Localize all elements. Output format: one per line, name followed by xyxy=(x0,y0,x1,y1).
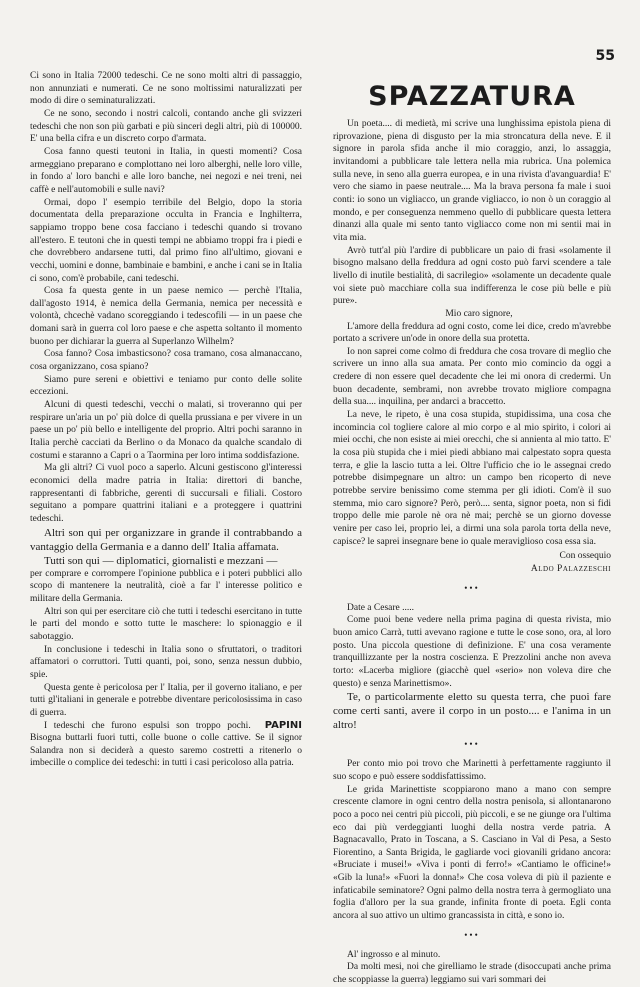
paragraph: Le grida Marinettiste scoppiarono mano a mano con sempre crescente clamore in ogni centro della nostra penisola, si allontanarono poco a poco nei centri più piccoli, più piccoli, e se ne giunge ora l'ultima eco dai più verdeggianti luoghi della nostra verde patria. A Bagnacavallo, Prato in Toscana, a S. Casciano in Val di Pesa, a Sesto Fiorentino, a Santa Brigida, le gagliarde voci giovanili gridano ancora: «Bruciate i musei!» «Viva i ponti di ferro!» «Cantiamo le officine!» «Gib la luna!» «Fuori la donna!» Che cosa voleva di più il paziente e infaticabile seminatore? Ogni palmo della nostra terra à germogliato una foglia d'alloro per la sua grande, infinita fronte di poeta. Egli conta ancora al suo attivo un ultimo grancassista in città, e sono io. xyxy=(333,784,611,922)
emphasis-paragraph: Altri son qui per organizzare in grande il contrabbando a vantaggio della Germania e a danno dell' Italia affamata. xyxy=(30,526,302,553)
left-column-article xyxy=(30,70,302,770)
right-column-article xyxy=(333,82,611,987)
paragraph: Ma gli altri? Ci vuol poco a saperlo. Alcuni gestiscono gl'interessi economici della madre patria in Italia: direttori di banche, rappresentanti di fabbriche, gerenti di succursali e filiali. Costoro seguitano a pompare quattrini italiani e a proteggere i quattrini tedeschi. xyxy=(30,463,302,524)
paragraph: Alcuni di questi tedeschi, vecchi o malati, si troveranno qui per respirare un'aria un po' più dolce di quella prussiana e per vivere in un paese un po' più bello e intelligente del proprio. Altri pochi saranno in Italia perchè cacciati da Berlino o da Monaco da qualche scandalo di costumi e staranno a Capri o a Taormina per loro intima soddisfazione. xyxy=(30,400,302,461)
emphasis-paragraph: Tutti son qui — diplomatici, giornalisti e mezzani — xyxy=(44,554,278,567)
letter-author: Aldo Palazzeschi xyxy=(530,563,611,574)
paragraph: L'amore della freddura ad ogni costo, come lei dice, credo m'avrebbe portato a scrivere un'ode in onore della sua protetta. xyxy=(333,321,611,345)
paragraph: Cosa fa questa gente in un paese nemico — perchè l'Italia, dall'agosto 1914, è nemica della Germania, nemica per necessità e volontà, chcechè vadano scoreggiando i tedescofili — in un paese che domani sarà in guerra col loro paese e che aspetta soltanto il momento buono per dichiarar la guerra al Superlanzo Wilhelm? xyxy=(30,286,302,347)
paragraph: Per conto mio poi trovo che Marinetti à perfettamente raggiunto il suo scopo e può essere soddisfattissimo. xyxy=(333,759,611,782)
paragraph: Cosa fanno? Cosa imbasticsono? cosa tramano, cosa almanaccano, cosa organizzano, cosa spiano? xyxy=(30,349,302,373)
section-lead: Date a Cesare ..... xyxy=(347,602,414,613)
asterism: ••• xyxy=(464,739,480,750)
section-divider xyxy=(333,584,611,593)
paragraph: In conclusione i tedeschi in Italia sono o sfruttatori, o traditori affamatori o corruttori. Tutti quanti, poi, sono, senza nessun dubbio, spie. xyxy=(30,644,302,680)
paragraph: Io non saprei come colmo di freddura che cosa trovare di meglio che scrivere un inno alla sua amata. Per conto mio comincio da oggi a credere di non essere quel decadente che lei mi onora di credermi. Un buon decadente, sembrami, non avrebbe trovato migliore compagna della sua.... inquilina, per andarci a braccetto. xyxy=(333,346,611,408)
paragraph: Siamo pure sereni e obiettivi e teniamo pur conto delle solite eccezioni. xyxy=(30,374,302,398)
paragraph xyxy=(30,720,302,771)
paragraph: La neve, le ripeto, è una cosa stupida, stupidissima, una cosa che incomincia col togliere calore al mio corpo e al mio spirito, i colori ai miei occhi, che non esiste ai miei orecchi, che si annienta al mio tatto. E' la cosa più stupida che i miei piedi abbiano mai calpestato sopra questa terra, e glie la lascio tutta a lei. Oltre l'ufficio che io le assegnai credo potrebbe disimpegnare un altro: un campo ben ricoperto di neve potrebbe servire benissimo come stemma per gli idioti. Com'è il suo stemma, mio caro signore? Però, però.... senta, signor poeta, non si fidi troppo delle mie parole nè ora nè mai; perchè se un giorno dovesse venire per caso lei, proprio lei, a dirmi una sola parola torta della neve, capisce? le saprei insegnare bene io quale meraviglioso cosa essa sia. xyxy=(333,410,611,547)
paragraph: Ormai, dopo l' esempio terribile del Belgio, dopo la storia documentata della preparazione occulta in Francia e Inghilterra, sappiamo troppo bene cosa facciano i tedeschi quando si trovano all'estero. E teutoni che in questi tempi ne abbiamo troppi fra i piedi e che dovrebbero andarsene tutti, dal primo fino all'ultimo, giovani e vecchi, uomini e donne, bambinaie e bambini, e anche i cani se in Italia ci sono, com'è probabile, cani tedeschi. xyxy=(30,197,302,284)
paragraph: Un poeta.... di medietà, mi scrive una lunghissima epistola piena di riprovazione, piena di disgusto per la mia stroncatura della neve. E il signore in parola sfida anche il mio coraggio, anzi, lo assaggia, invitandomi a pubblicare tale lettera nella mia rubrica. Una polemica sulla neve, in seno alla guerra europea, e in una rivista d'avanguardia! E' vero che siamo in paese neutrale.... Ma la brava persona fa male i suoi conti: io sono un vigliacco, un grande vigliacco, io non ò un coraggio al mondo, e per conseguenza nemmeno quello di pubblicare questa lettera dinanzi alla quale mi sento tanto vigliacco come non mi sentii mai in vita mia. xyxy=(333,119,611,243)
paragraph: Cosa fanno questi teutoni in Italia, in questi momenti? Cosa armeggiano preparano e complottano nei loro alberghi, nelle loro ville, in fondo a' loro banchi e alle loro banche, nei negozi e nei treni, nei caffè e nell'automobili e sulle navi? xyxy=(30,146,302,195)
paragraph: Come puoi bene vedere nella prima pagina di questa rivista, mio buon amico Carrà, tutti avevano ragione e tutte le cose sono, ora, al loro posto. Una piccola questione di definizione. E' una cosa veramente tranquillizzante per la nostra coscienza. E Prezzolini anche non aveva torto: «Lacerba migliore (giacchè quel «serio» non voleva dire che questo) e senza Marinettismo». xyxy=(333,615,611,689)
paragraph: Ce ne sono, secondo i nostri calcoli, contando anche gli svizzeri tedeschi che non son più garbati e più sinceri degli altri, più di 100000. E' una bella cifra e un discreto corpo d'armata. xyxy=(30,108,302,145)
asterism: ••• xyxy=(464,929,480,940)
section-divider xyxy=(333,931,611,940)
paragraph: per comprare e corrompere l'opinione pubblica e i poteri pubblici allo scopo di mantenere la neutralità, cioè a far l' interesse politico e militare della Germania. xyxy=(30,568,302,604)
letter-closing: Con ossequio xyxy=(559,551,611,562)
paragraph: Altri son qui per esercitare ciò che tutti i tedeschi esercitano in tutte le parti del mondo e sotto tutte le maschere: lo spionaggio e il sabotaggio. xyxy=(30,606,302,642)
paragraph-text: I tedeschi che furono espulsi son troppo pochi. Bisogna buttarli fuori tutti, colle buone o colle cattive. Se il signor Salandra non si deciderà a questo saremo costretti a ritenerlo o imbecille o complice dei tedeschi: in tutti i casi pericoloso alla patria. xyxy=(30,720,302,769)
section-divider xyxy=(333,740,611,749)
page-number: 55 xyxy=(595,48,615,64)
emphasis-paragraph: Te, o particolarmente eletto su questa terra, che puoi fare come certi santi, avere il corpo in un posto.... e l'anima in un altro! xyxy=(333,691,611,732)
section-lead: Al' ingrosso e al minuto. xyxy=(347,949,441,960)
author-signature: PAPINI xyxy=(264,719,302,731)
paragraph: Avrò tutt'al più l'ardire di pubblicare un paio di frasi «solamente il bisogno malsano della freddura ad ogni costo può farvi scendere a tale livello di inutile bestialità, di sacrilegio» «solamente un decadente quale voi siete può macchiare colla sua indifferenza le cose più belle e più pure». xyxy=(333,245,611,307)
article-title: SPAZZATURA xyxy=(368,81,576,112)
paragraph: Questa gente è pericolosa per l' Italia, per il governo italiano, e per tutti gl'italiani in generale e potrebbe diventare pericolosissima in caso di guerra. xyxy=(30,682,302,718)
paragraph: Ci sono in Italia 72000 tedeschi. Ce ne sono molti altri di passaggio, non annunziati e numerati. Ce ne sono moltissimi naturalizzati per modo di dire o seminaturalizzati. xyxy=(30,71,302,107)
asterism: ••• xyxy=(464,582,480,593)
letter-salutation: Mio caro signore, xyxy=(445,308,513,319)
paragraph: Da molti mesi, noi che girelliamo le strade (disoccupati anche prima che scoppiasse la guerra) leggiamo sui vari sommari dei xyxy=(333,962,611,986)
